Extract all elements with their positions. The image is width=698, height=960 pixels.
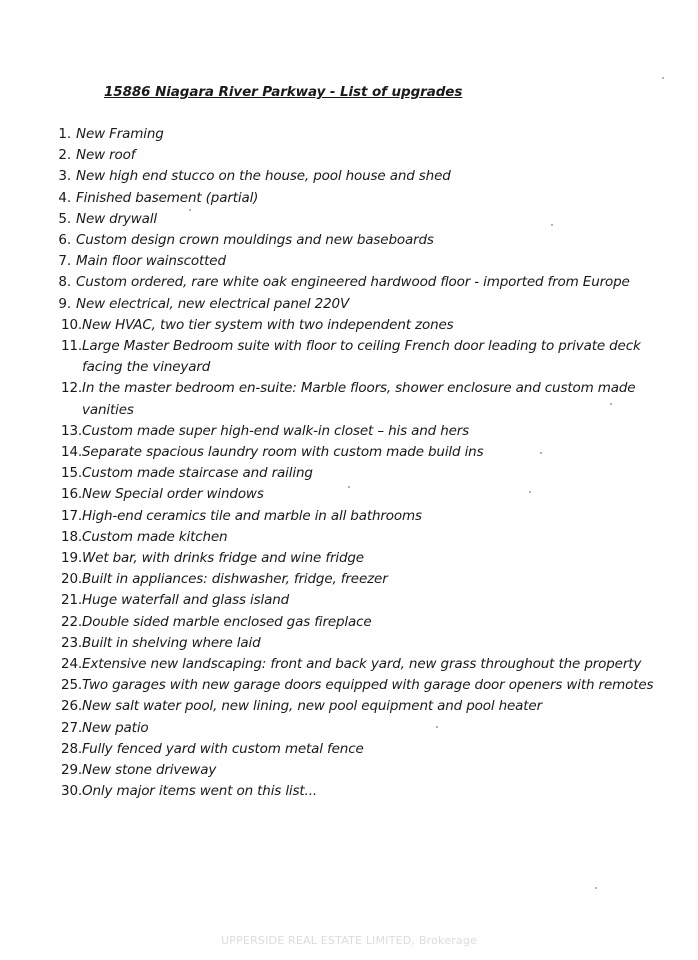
list-item-number: 22. [61, 613, 83, 630]
list-item-text: Custom made super high-end walk-in closet – his and hers [82, 422, 470, 439]
list-item [0, 590, 698, 611]
list-item [0, 506, 698, 527]
list-item [0, 612, 698, 633]
list-item-text: New patio [82, 719, 149, 736]
list-item-text: Fully fenced yard with custom metal fence [82, 740, 364, 757]
list-item-number: 11. [61, 338, 83, 355]
brokerage-watermark: UPPERSIDE REAL ESTATE LIMITED, Brokerage [221, 934, 477, 947]
list-item [0, 633, 698, 654]
list-item-text: High-end ceramics tile and marble in all bathrooms [82, 507, 422, 524]
list-item [0, 760, 698, 781]
list-item-text: New high end stucco on the house, pool house and shed [76, 168, 451, 185]
scan-speck [540, 452, 542, 454]
list-item-text: Huge waterfall and glass island [82, 592, 290, 609]
list-item-number: 21. [61, 592, 83, 609]
list-item-text: Separate spacious laundry room with custom made build ins [82, 444, 484, 461]
list-item [0, 442, 698, 463]
list-item [0, 230, 698, 251]
list-item-text: Custom made kitchen [82, 528, 228, 545]
list-item [0, 718, 698, 739]
list-item-text: New stone driveway [82, 762, 217, 779]
document-title: 15886 Niagara River Parkway - List of upgrades [104, 84, 463, 100]
list-item-number: 4. [58, 189, 71, 206]
list-item [0, 166, 698, 187]
list-item-text: New electrical, new electrical panel 220V [76, 295, 350, 312]
list-item [0, 378, 698, 420]
list-item-text: Custom made staircase and railing [82, 465, 313, 482]
list-item [0, 675, 698, 696]
list-item-text: Main floor wainscotted [76, 253, 226, 270]
list-item [0, 421, 698, 442]
list-item-text: Built in appliances: dishwasher, fridge, freezer [82, 571, 388, 588]
scan-speck [348, 486, 350, 488]
list-item-number: 6. [58, 232, 71, 249]
list-item-number: 7. [58, 253, 71, 270]
list-item-text: New drywall [76, 210, 158, 227]
scan-speck [436, 726, 438, 728]
list-item [0, 696, 698, 717]
list-item-number: 30. [61, 783, 83, 800]
list-item [0, 527, 698, 548]
list-item-number: 15. [61, 465, 83, 482]
list-item [0, 315, 698, 336]
list-item-number: 13. [61, 422, 83, 439]
list-item-number: 23. [61, 634, 83, 651]
scan-speck [189, 209, 191, 211]
list-item-text: Two garages with new garage doors equipped with garage door openers with remotes [82, 677, 654, 694]
list-item [0, 548, 698, 569]
list-item-text: Finished basement (partial) [76, 189, 259, 206]
list-item-number: 3. [58, 168, 71, 185]
list-item [0, 188, 698, 209]
list-item-number: 25. [61, 677, 83, 694]
scan-speck [529, 491, 531, 493]
list-item-text: Double sided marble enclosed gas fireplace [82, 613, 372, 630]
list-item-text: New Special order windows [82, 486, 264, 503]
list-item-text: New salt water pool, new lining, new pool equipment and pool heater [82, 698, 542, 715]
list-item [0, 336, 698, 378]
list-item [0, 739, 698, 760]
list-item-text: Custom design crown mouldings and new baseboards [76, 232, 434, 249]
list-item-text: Extensive new landscaping: front and back yard, new grass throughout the property [82, 656, 642, 673]
list-item-number: 24. [61, 656, 83, 673]
list-item-text: Wet bar, with drinks fridge and wine fridge [82, 550, 364, 567]
list-item-number: 12. [61, 380, 83, 397]
list-item-text: Custom ordered, rare white oak engineered hardwood floor - imported from Europe [76, 274, 630, 291]
list-item-number: 8. [58, 274, 71, 291]
list-item-number: 29. [61, 762, 83, 779]
upgrades-list [0, 124, 698, 803]
scan-speck [610, 403, 612, 405]
list-item-number: 20. [61, 571, 83, 588]
scan-speck [662, 77, 664, 79]
scan-speck [595, 887, 597, 889]
list-item-number: 14. [61, 444, 83, 461]
list-item-number: 27. [61, 719, 83, 736]
list-item-number: 16. [61, 486, 83, 503]
list-item-number: 18. [61, 528, 83, 545]
list-item-number: 2. [58, 147, 71, 164]
list-item-text: Large Master Bedroom suite with floor to ceiling French door leading to private deck facing the vineyard [82, 338, 641, 376]
list-item [0, 569, 698, 590]
list-item [0, 124, 698, 145]
list-item [0, 294, 698, 315]
list-item-number: 28. [61, 740, 83, 757]
list-item [0, 209, 698, 230]
list-item [0, 781, 698, 802]
list-item [0, 463, 698, 484]
list-item-text: In the master bedroom en-suite: Marble floors, shower enclosure and custom made vanities [82, 380, 636, 418]
list-item [0, 145, 698, 166]
list-item-text: New Framing [76, 126, 164, 142]
list-item-number: 5. [58, 210, 71, 227]
scan-speck [551, 224, 553, 226]
list-item-number: 19. [61, 550, 83, 567]
list-item [0, 272, 698, 293]
list-item-text: Built in shelving where laid [82, 634, 261, 651]
list-item [0, 251, 698, 272]
list-item-text: New HVAC, two tier system with two independent zones [82, 316, 454, 333]
list-item-number: 1. [58, 126, 71, 142]
list-item-text: Only major items went on this list... [82, 783, 317, 800]
list-item [0, 654, 698, 675]
list-item-number: 17. [61, 507, 83, 524]
list-item-number: 26. [61, 698, 83, 715]
list-item-text: New roof [76, 147, 136, 164]
list-item-number: 9. [58, 295, 71, 312]
list-item-number: 10. [61, 316, 83, 333]
